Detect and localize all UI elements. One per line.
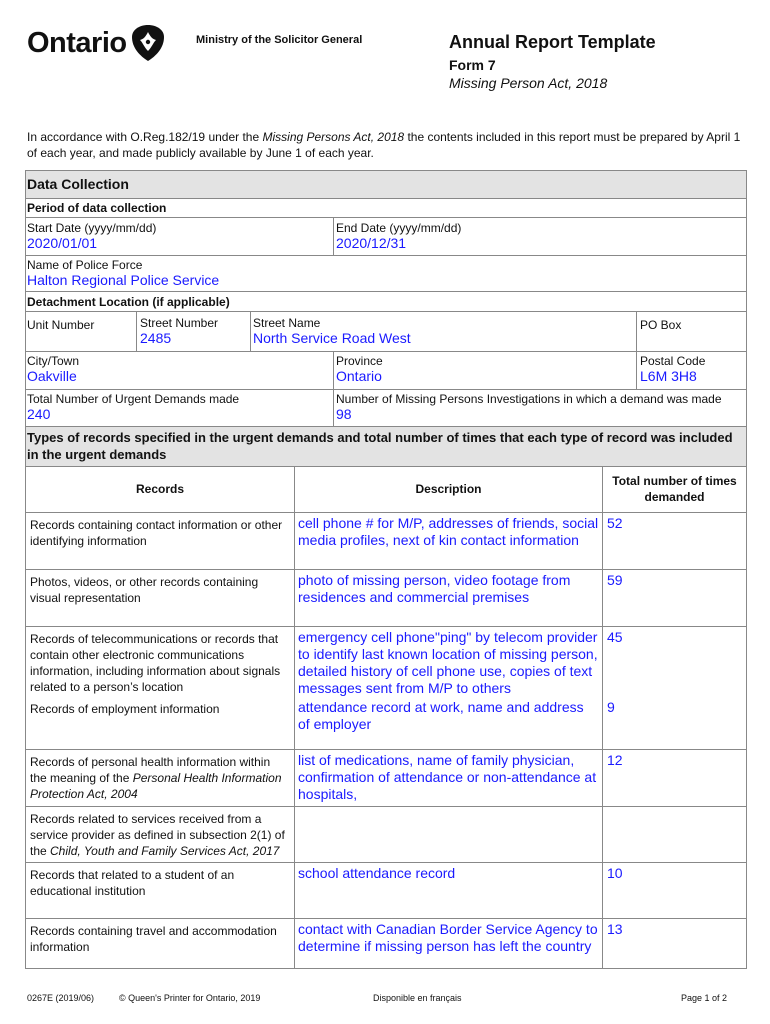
records-table xyxy=(25,466,747,969)
record-description[interactable] xyxy=(295,807,603,862)
street-number-label: Street Number xyxy=(140,316,219,330)
col-description: Description xyxy=(295,467,603,512)
province-field[interactable] xyxy=(336,354,383,384)
record-type: Records that related to a student of an educational institution xyxy=(26,863,295,918)
footer-copyright: © Queen's Printer for Ontario, 2019 xyxy=(119,993,261,1003)
city-field[interactable] xyxy=(27,354,79,384)
table-row xyxy=(26,919,746,969)
table-row xyxy=(26,570,746,627)
record-total[interactable]: 10 xyxy=(607,865,623,881)
intro-act: Missing Persons Act, 2018 xyxy=(262,130,405,144)
record-description[interactable]: cell phone # for M/P, addresses of friends, social media profiles, next of kin contact information xyxy=(295,513,603,569)
record-type: Records of telecommunications or records that contain other electronic communications information, including information about signals related to a person’s location xyxy=(26,627,295,697)
form-title: Annual Report Template xyxy=(449,32,656,52)
end-date-label: End Date (yyyy/mm/dd) xyxy=(336,221,462,235)
record-description[interactable]: contact with Canadian Border Service Agency to determine if missing person has left the country xyxy=(295,919,603,968)
table-row xyxy=(26,627,746,697)
table-row xyxy=(26,807,746,863)
record-type: Records related to services received from a service provider as defined in subsection 2(1) of the Child, Youth and Family Services Act, 2017 xyxy=(26,807,295,862)
record-total[interactable]: 12 xyxy=(607,752,623,768)
form-number: Form 7 xyxy=(449,57,496,73)
record-description[interactable]: school attendance record xyxy=(295,863,603,918)
record-type: Records of personal health information within the meaning of the Personal Health Information Protection Act, 2004 xyxy=(26,750,295,806)
logo-text: Ontario xyxy=(27,26,127,59)
unit-number-label: Unit Number xyxy=(27,318,95,332)
street-number-field[interactable] xyxy=(140,316,218,346)
section-title: Data Collection xyxy=(27,176,129,192)
footer-code: 0267E (2019/06) xyxy=(27,993,95,1003)
record-description[interactable]: emergency cell phone"ping" by telecom provider to identify last known location of missing person, detailed history of cell phone use, copies of text messages sent from M/P to others xyxy=(295,627,603,697)
city-value[interactable]: Oakville xyxy=(27,368,77,384)
street-name-label: Street Name xyxy=(253,316,321,330)
record-description[interactable]: attendance record at work, name and address of employer xyxy=(295,697,603,749)
record-total[interactable]: 13 xyxy=(607,921,623,937)
end-date-field[interactable] xyxy=(336,221,461,251)
table-row xyxy=(26,863,746,919)
street-number-value[interactable]: 2485 xyxy=(140,330,172,346)
street-name-value[interactable]: North Service Road West xyxy=(253,330,411,346)
table-row xyxy=(26,750,746,807)
province-value[interactable]: Ontario xyxy=(336,368,382,384)
col-records: Records xyxy=(26,467,295,512)
urgent-demands-value[interactable]: 240 xyxy=(27,406,51,422)
investigations-label: Number of Missing Persons Investigations in which a demand was made xyxy=(336,392,722,406)
po-box-label: PO Box xyxy=(640,318,682,332)
police-force-label: Name of Police Force xyxy=(27,258,143,272)
police-force-value[interactable]: Halton Regional Police Service xyxy=(27,272,220,288)
title-block xyxy=(449,32,656,91)
ministry-name: Ministry of the Solicitor General xyxy=(196,34,363,46)
detachment-label: Detachment Location (if applicable) xyxy=(27,295,230,309)
trillium-icon xyxy=(131,24,165,62)
record-description[interactable]: list of medications, name of family physician, confirmation of attendance or non-attendance at hospitals, xyxy=(295,750,603,806)
postal-code-label: Postal Code xyxy=(640,354,706,368)
end-date-value[interactable]: 2020/12/31 xyxy=(336,235,407,251)
police-force-field[interactable] xyxy=(27,258,219,288)
records-section-header xyxy=(25,427,747,466)
intro-paragraph xyxy=(27,129,747,161)
province-label: Province xyxy=(336,354,383,368)
po-box-field[interactable] xyxy=(640,318,681,332)
intro-text-pre: In accordance with O.Reg.182/19 under the xyxy=(27,130,263,144)
intro-text-post: the contents included in this report must be prepared by April 1 of each year, and made publicly available by June 1 of each year. xyxy=(27,130,741,160)
records-section-title: Types of records specified in the urgent demands and total number of times that each type of record was included in the urgent demands xyxy=(27,430,733,462)
ontario-logo xyxy=(27,24,165,62)
postal-code-value[interactable]: L6M 3H8 xyxy=(640,368,697,384)
page-number: Page 1 of 2 xyxy=(681,993,728,1003)
postal-code-field[interactable] xyxy=(640,354,705,384)
data-collection-header xyxy=(26,171,746,198)
city-label: City/Town xyxy=(27,354,80,368)
record-type: Records containing contact information or other identifying information xyxy=(26,513,295,569)
record-description[interactable]: photo of missing person, video footage from residences and commercial premises xyxy=(295,570,603,626)
record-total[interactable]: 52 xyxy=(607,515,623,531)
data-collection-box xyxy=(25,170,747,427)
start-date-label: Start Date (yyyy/mm/dd) xyxy=(27,221,157,235)
start-date-value[interactable]: 2020/01/01 xyxy=(27,235,98,251)
investigations-field[interactable] xyxy=(336,392,722,422)
start-date-field[interactable] xyxy=(27,221,156,251)
table-row xyxy=(26,513,746,570)
col-total: Total number of times demanded xyxy=(612,474,737,504)
record-type: Photos, videos, or other records containing visual representation xyxy=(26,570,295,626)
street-name-field[interactable] xyxy=(253,316,411,346)
record-total[interactable]: 9 xyxy=(607,699,615,715)
act-name: Missing Person Act, 2018 xyxy=(449,75,608,91)
investigations-value[interactable]: 98 xyxy=(336,406,352,422)
record-total[interactable]: 45 xyxy=(607,629,623,645)
record-type: Records of employment information xyxy=(26,697,295,749)
record-total[interactable]: 59 xyxy=(607,572,623,588)
urgent-demands-label: Total Number of Urgent Demands made xyxy=(27,392,240,406)
table-row xyxy=(26,697,746,750)
records-table-header xyxy=(26,467,746,513)
record-type: Records containing travel and accommodation information xyxy=(26,919,295,968)
period-label: Period of data collection xyxy=(27,201,167,215)
unit-number-field[interactable] xyxy=(27,318,94,332)
footer-french-link[interactable]: Disponible en français xyxy=(373,993,462,1003)
record-total[interactable] xyxy=(603,807,746,862)
urgent-demands-field[interactable] xyxy=(27,392,239,422)
